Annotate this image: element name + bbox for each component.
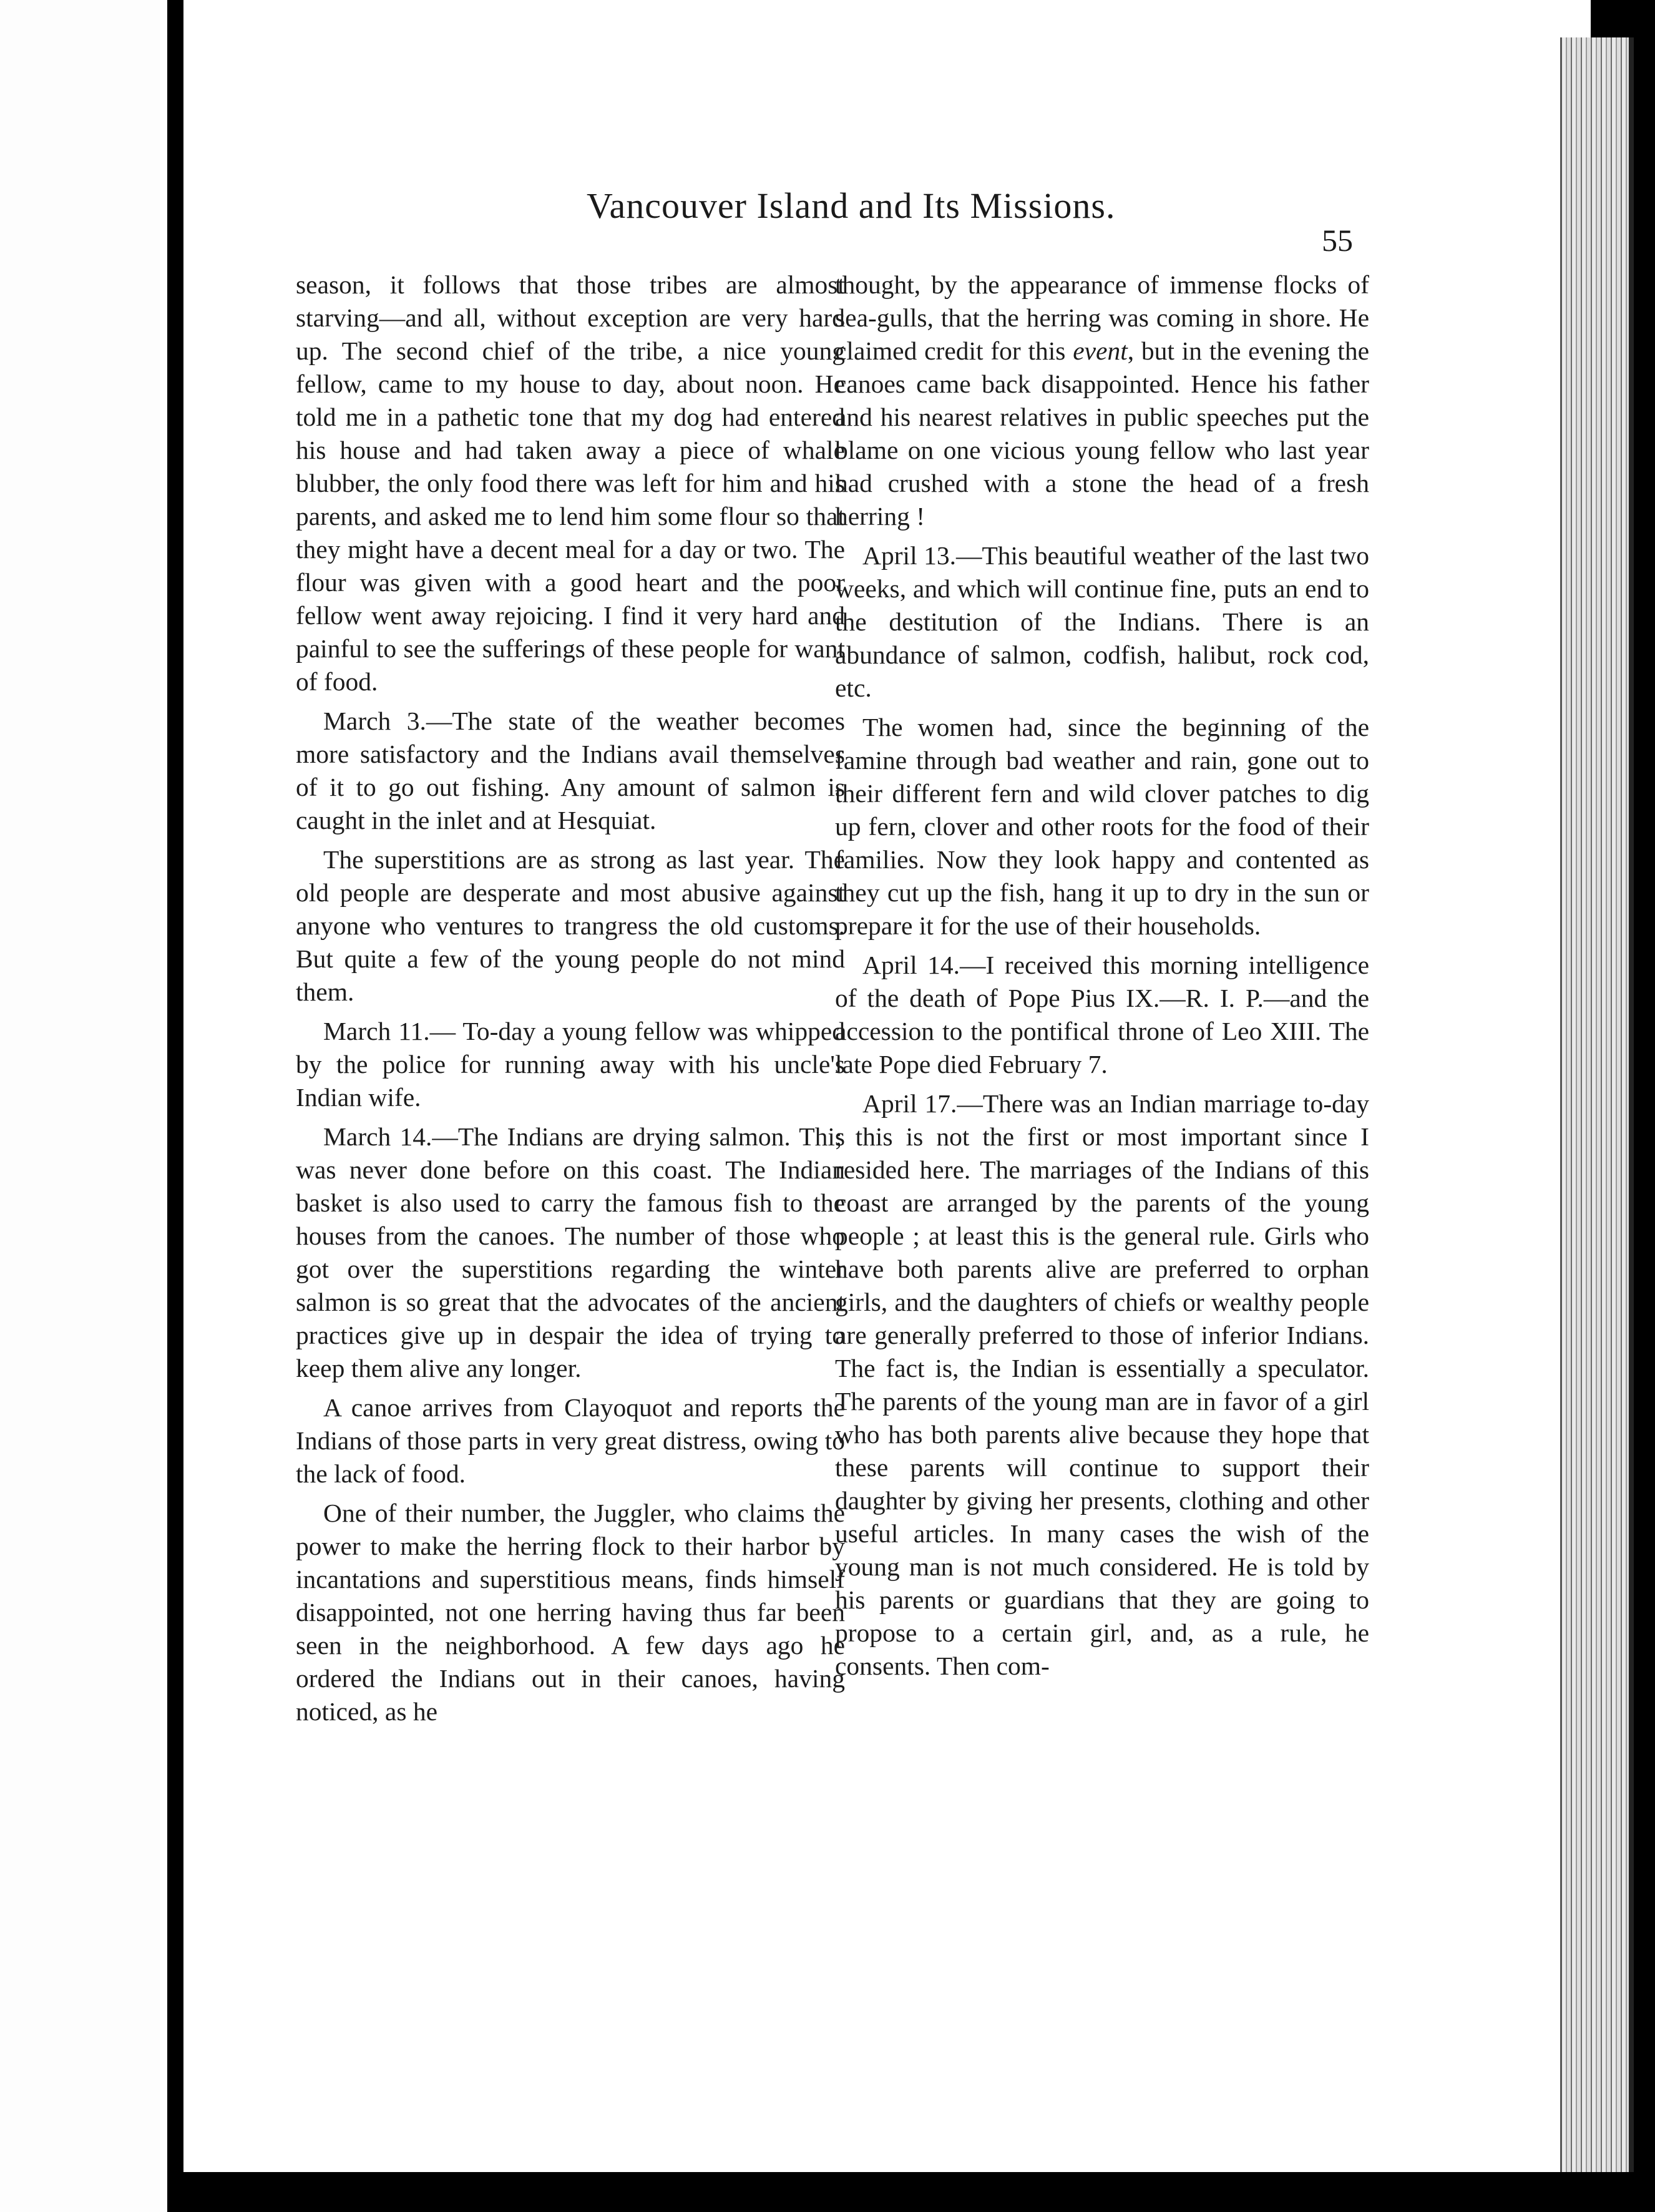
book-gutter: [167, 0, 183, 2212]
running-title: Vancouver Island and Its Missions.: [587, 185, 1116, 226]
paragraph: The women had, since the beginning of the famine through bad weather and rain, gone out to their different fern and wild clover patches to dig up fern, clover and other roots for the food of their families. Now they look happy and contented as they cut up the fish, hang it up to dry in the sun or prepare it for the use of their households.: [835, 713, 1369, 940]
facing-page-edge: [0, 0, 167, 2212]
italic-word: event: [1073, 336, 1128, 365]
paragraph: March 3.—The state of the weather becomes more satisfactory and the Indians avail themselves of it to go out fishing. Any amount of salmon is caught in the inlet and at Hesquiat.: [296, 707, 845, 834]
page-number: 55: [1322, 223, 1353, 258]
left-text-column: [296, 268, 845, 1735]
paragraph: April 17.—There was an Indian marriage to-day ; this is not the first or most important since I resided here. The marriages of the Indians of this coast are arranged by the parents of the young people ; at least this is the general rule. Girls who have both parents alive are preferred to orphan girls, and the daughters of chiefs or wealthy people are generally preferred to those of inferior Indians. The fact is, the Indian is essentially a speculator. The parents of the young man are in favor of a girl who has both parents alive because they hope that these parents will continue to support their daughter by giving her presents, clothing and other useful articles. In many cases the wish of the young man is not much considered. He is told by his parents or guardians that they are going to propose to a certain girl, and, as a rule, he consents. Then com-: [835, 1089, 1369, 1680]
paragraph: March 14.—The Indians are drying salmon. This was never done before on this coast. The Indian basket is also used to carry the famous fish to the houses from the canoes. The number of those who got over the superstitions regarding the winter salmon is so great that the advocates of the ancient practices give up in despair the idea of trying to keep them alive any longer.: [296, 1122, 845, 1382]
page-edge-shadow: [1629, 37, 1634, 2172]
paragraph: season, it follows that those tribes are almost starving—and all, without exception are very hard up. The second chief of the tribe, a nice young fellow, came to my house to day, about noon. He told me in a pathetic tone that my dog had entered his house and had taken away a piece of whale blubber, the only food there was left for him and his parents, and asked me to lend him some flour so that they might have a decent meal for a day or two. The flour was given with a good heart and the poor fellow went away rejoicing. I find it very hard and painful to see the sufferings of these people for want of food.: [296, 270, 845, 696]
paragraph: April 14.—I received this morning intelligence of the death of Pope Pius IX.—R. I. P.—and the accession to the pontifical throne of Leo XIII. The late Pope died February 7.: [835, 951, 1369, 1079]
paragraph: A canoe arrives from Clayoquot and reports the Indians of those parts in very great distress, owing to the lack of food.: [296, 1393, 845, 1488]
paragraph-text: thought, by the appearance of immense flocks of sea-gulls, that the herring was coming in shore. He claimed credit for this: [835, 270, 1369, 365]
paragraph: March 11.— To-day a young fellow was whipped by the police for running away with his uncle's Indian wife.: [296, 1017, 845, 1112]
paragraph: [835, 268, 1369, 533]
paragraph: One of their number, the Juggler, who claims the power to make the herring flock to their harbor by incantations and superstitious means, finds himself disappointed, not one herring having thus far been seen in the neighborhood. A few days ago he ordered the Indians out in their canoes, having noticed, as he: [296, 1499, 845, 1726]
paragraph: The superstitions are as strong as last year. The old people are desperate and most abusive against anyone who ventures to trangress the old customs. But quite a few of the young people do not mind them.: [296, 845, 845, 1006]
paragraph: April 13.—This beautiful weather of the last two weeks, and which will continue fine, puts an end to the destitution of the Indians. There is an abundance of salmon, codfish, halibut, rock cod, etc.: [835, 541, 1369, 702]
page-edges-stack: [1560, 37, 1631, 2172]
right-text-column: [835, 268, 1369, 1689]
paragraph-text: , but in the evening the canoes came back disappointed. Hence his father and his nearest relatives in public speeches put the blame on one vicious young fellow who last year had crushed with a stone the head of a fresh herring !: [835, 336, 1369, 531]
